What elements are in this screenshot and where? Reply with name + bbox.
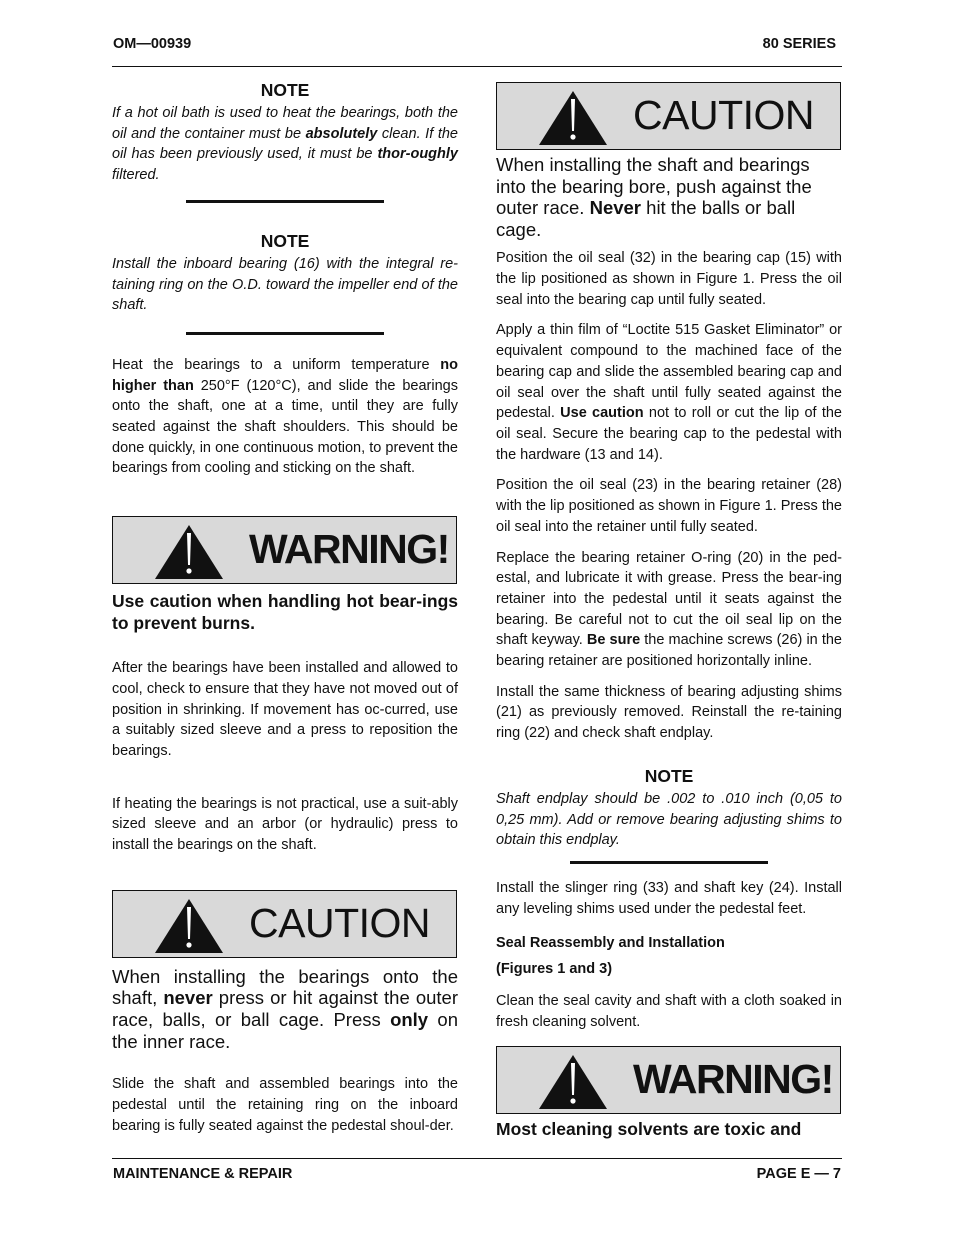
caution-box	[496, 82, 841, 150]
note-inboard-bearing: Install the inboard bearing (16) with the integral re-taining ring on the O.D. toward the impeller end of the shaft.	[112, 255, 458, 314]
warning-text: Most cleaning solvents are toxic and	[496, 1118, 802, 1139]
caution-label: CAUTION	[633, 92, 814, 138]
warning-triangle-icon	[153, 523, 225, 581]
heat-bearings-paragraph: Heat the bearings to a uniform temperature no higher than 250°F (120°C), and slide the bearings onto the shaft, one at a time, until they are fully seated against the shaft shoulders. This should be done quickly, in one continuous motion, to prevent the bearings from cooling and sticking on the shaft.	[112, 356, 458, 477]
caution-box	[112, 890, 457, 958]
note-shaft-endplay: Shaft endplay should be .002 to .010 inch (0,05 to 0,25 mm). Add or remove bearing adjusting shims to obtain this endplay.	[496, 790, 842, 849]
note-hot-oil-bath: If a hot oil bath is used to heat the bearings, both the oil and the container must be absolutely clean. If the oil has been previously used, it must be thor-oughly filtered.	[112, 105, 458, 184]
warning-label: WARNING!	[633, 1055, 833, 1102]
note-title: NOTE	[644, 765, 694, 786]
note-divider	[186, 332, 384, 335]
warning-triangle-icon	[153, 897, 225, 955]
note-divider	[570, 861, 768, 864]
left-column	[112, 80, 458, 1136]
note-title: NOTE	[260, 230, 310, 251]
section-heading: Seal Reassembly and Installation	[496, 935, 725, 952]
caution-text: When installing the bearings onto the shaft, never press or hit against the outer race, balls, or ball cage. Press only on the inner race.	[112, 965, 459, 1052]
warning-triangle-icon	[537, 1053, 609, 1111]
if-heating-paragraph: If heating the bearings is not practical, use a suit-ably sized sleeve and an arbor (or hydraulic) press to install the bearings on the shaft.	[112, 795, 458, 854]
footer-section: MAINTENANCE & REPAIR	[113, 1166, 293, 1182]
clean-paragraph: Clean the seal cavity and shaft with a cloth soaked in fresh cleaning solvent.	[496, 993, 842, 1031]
oring-paragraph: Replace the bearing retainer O-ring (20) in the ped-estal, and lubricate it with grease. Press the bear-ing retainer into the pedestal until it seats against the bearing. Be careful not to cut the oil seal lip on the shaft keyway. Be sure the machine screws (26) in the bearing retainer are positioned horizontally inline.	[496, 549, 842, 670]
document-id: OM—00939	[113, 36, 192, 52]
slinger-paragraph: Install the slinger ring (33) and shaft key (24). Install any leveling shims used under the pedestal feet.	[496, 879, 842, 917]
section-subheading: (Figures 1 and 3)	[496, 961, 613, 978]
caution-text: When installing the shaft and bearings into the bearing bore, push against the outer race. Never hit the balls or ball cage.	[496, 154, 812, 240]
right-column	[496, 82, 842, 1140]
oil-seal-cap-paragraph: Position the oil seal (32) in the bearing cap (15) with the lip positioned as shown in Figure 1. Press the oil seal into the bearing cap until fully seated.	[496, 250, 842, 308]
page-number: PAGE E — 7	[756, 1166, 841, 1182]
note-title: NOTE	[260, 80, 310, 100]
warning-box	[496, 1046, 841, 1114]
oil-seal-retainer-paragraph: Position the oil seal (23) in the bearing retainer (28) with the lip positioned as shown in Figure 1. Press the oil seal into the retainer until fully seated.	[496, 477, 842, 535]
caution-label: CAUTION	[249, 899, 430, 946]
note-divider	[186, 200, 384, 203]
warning-label: WARNING!	[249, 526, 449, 573]
slide-shaft-paragraph: Slide the shaft and assembled bearings into the pedestal until the retaining ring on the inboard bearing is fully seated against the pedestal shoul-der.	[112, 1076, 458, 1134]
after-bearings-paragraph: After the bearings have been installed and allowed to cool, check to ensure that they have not moved out of position in shrinking. If movement has oc-curred, use a suitably sized sleeve and a press to reposition the bearings.	[112, 660, 458, 759]
footer-rule	[112, 1158, 842, 1159]
series-label: 80 SERIES	[762, 36, 836, 52]
loctite-paragraph: Apply a thin film of “Loctite 515 Gasket Eliminator” or equivalent compound to the machined face of the bearing cap and slide the assembled bearing cap and oil seal over the shaft until fully seated against the pedestal. Use caution not to roll or cut the lip of the oil seal. Secure the bearing cap to the pedestal with the hardware (13 and 14).	[496, 322, 842, 463]
shims-paragraph: Install the same thickness of bearing adjusting shims (21) as previously removed. Reinstall the re-taining ring (22) and check shaft endplay.	[496, 683, 842, 742]
warning-box	[112, 516, 457, 584]
warning-triangle-icon	[537, 89, 609, 147]
warning-text: Use caution when handling hot bear-ings to prevent burns.	[112, 591, 458, 634]
header-rule	[112, 66, 842, 67]
